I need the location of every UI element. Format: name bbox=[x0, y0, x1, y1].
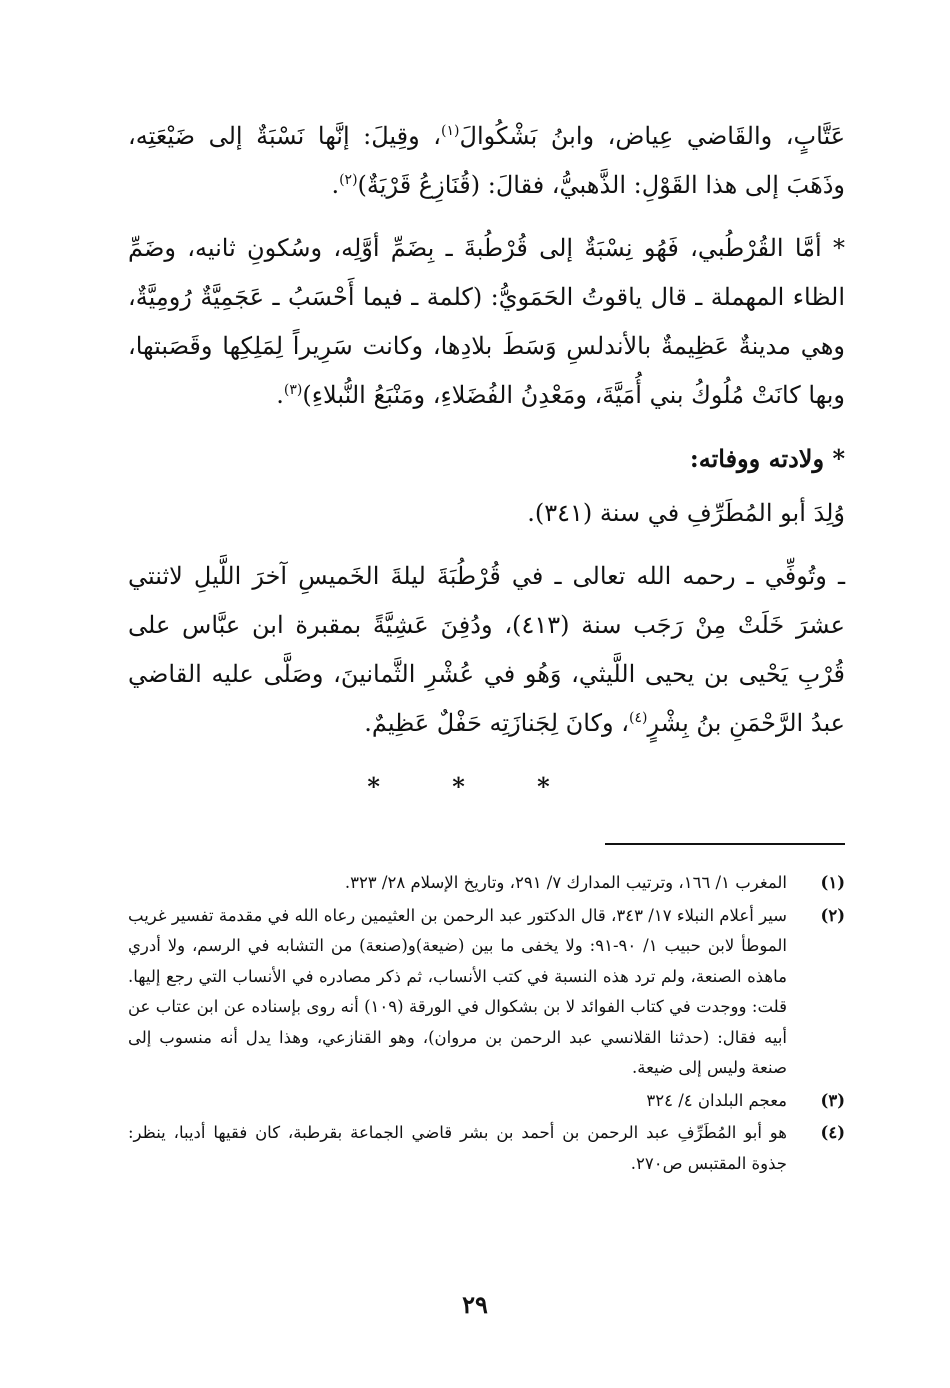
footnote-number: (٤) bbox=[820, 1123, 845, 1142]
footnote-ref-2[interactable]: (٢) bbox=[339, 172, 358, 188]
paragraph-nisba-qurtubi bbox=[128, 224, 845, 420]
para4-text: ـ وتُوفِّي ـ رحمه الله تعالى ـ في قُرْطُبَةَ ليلةَ الخَميسِ آخرَ اللَّيلِ لاثنتي عشرَ خَلَتْ مِنْ رَجَب سنة (٤١٣)، ودُفِنَ عَشِيَّةً بمقبرة ابن عبَّاس على قُرْبِ يَحْيى بن يحيى اللَّيثي، وَهُو في عُشْرِ الثَّمانينَ، وصَلَّى عليه القاضي عبدُ الرَّحْمَنِ بنُ بِشْرٍ bbox=[128, 562, 845, 737]
paragraph-nisba-qunazi bbox=[128, 112, 845, 210]
para2-end: . bbox=[276, 381, 284, 409]
footnote-ref-3[interactable]: (٣) bbox=[283, 382, 303, 398]
main-text bbox=[128, 112, 845, 811]
footnote-divider bbox=[605, 843, 845, 845]
section-heading-birth-death: * ولادته ووفاته: bbox=[689, 444, 845, 473]
para1-text-2: ، وقِيلَ: إنَّها نَسْبَةٌ إلى ضَيْعَتِه، وذَهَبَ إلى هذا القَوْلِ: الذَّهبيُّ، فقالَ: (قُنَازِعُ قَرْيَةٌ) bbox=[128, 122, 845, 199]
para1-end: . bbox=[331, 171, 340, 199]
footnotes-section bbox=[128, 868, 845, 1181]
footnote-1 bbox=[128, 868, 845, 899]
page-number: ٢٩ bbox=[462, 1290, 488, 1319]
paragraph-birth: وُلِدَ أبو المُطَرِّفِ في سنة (٣٤١). bbox=[527, 499, 845, 527]
para2-text: * أمَّا القُرْطُبي، فَهُو نِسْبَةٌ إلى قُرْطُبةَ ـ بِضَمِّ أوَّلِه، وسُكونِ ثانيه، وضَمِّ الظاء المهملة ـ قال ياقوتُ الحَمَويُّ: (كلمة ـ فيما أَحْسَبُ ـ عَجَمِيَّةٌ رُومِيَّةٌ، وهي مدينةٌ عَظِيمةٌ بالأندلسِ وَسَطَ بلادِها، وكانت سَرِيراً لِمَلِكِها وقَصَبتها، وبها كانَتْ مُلُوكُ بني أُمَيَّةَ، ومَعْدِنُ الفُضَلاءِ، ومَنْبَعُ النُّبلاءِ) bbox=[128, 234, 845, 409]
footnote-2 bbox=[128, 901, 845, 1084]
footnote-4 bbox=[128, 1118, 845, 1179]
footnote-number: (٢) bbox=[820, 905, 845, 925]
footnote-ref-4[interactable]: (٤) bbox=[629, 710, 648, 726]
para4-end: ، وكانَ لِجَنازَتِه حَفْلٌ عَظِيمٌ. bbox=[364, 709, 629, 737]
section-separator-stars: * * * bbox=[367, 772, 582, 801]
para1-text: عَتَّابٍ، والقَاضي عِياض، وابنُ بَشْكُوالَ bbox=[459, 122, 846, 150]
footnote-number: (٣) bbox=[820, 1090, 845, 1110]
footnote-text: معجم البلدان ٤/ ٣٢٤ bbox=[646, 1090, 787, 1110]
footnote-number: (١) bbox=[820, 873, 845, 892]
footnote-text: هو أبو المُطَرِّفِ عبد الرحمن بن أحمد بن بشر قاضي الجماعة بقرطبة، كان فقيها أديبا، ينظر: جذوة المقتبس ص٢٧٠. bbox=[128, 1123, 787, 1173]
footnote-3 bbox=[128, 1086, 845, 1117]
paragraph-death bbox=[128, 552, 845, 748]
footnote-ref-1[interactable]: (١) bbox=[441, 123, 460, 139]
footnote-text: المغرب ١/ ١٦٦، وترتيب المدارك ٧/ ٢٩١، وتاريخ الإسلام ٢٨/ ٣٢٣. bbox=[344, 873, 787, 892]
footnote-text: سير أعلام النبلاء ١٧/ ٣٤٣، قال الدكتور عبد الرحمن بن العثيمين رعاه الله في مقدمة تفسير غريب الموطأ لابن حبيب ١/ ٩٠-٩١: ولا يخفى ما بين (ضيعة)و(صنعة) من التشابه في الرسم، ولا أدري ماهذه الصنعة، ولم ترد هذه النسبة في كتب الأنساب، ثم ذكر مصادره في الأنساب التي رجع إليها. قلت: ووجدت في كتاب الفوائد لا بن بشكوال في الورقة (١٠٩) أنه روى بإسناده عن ابن عتاب عن أبيه فقال: (حدثنا القلانسي عبد الرحمن بن مروان)، وهو القنازعي، وهذا يدل أنه منسوب إلى صنعة وليس إلى ضيعة. bbox=[128, 905, 787, 1077]
